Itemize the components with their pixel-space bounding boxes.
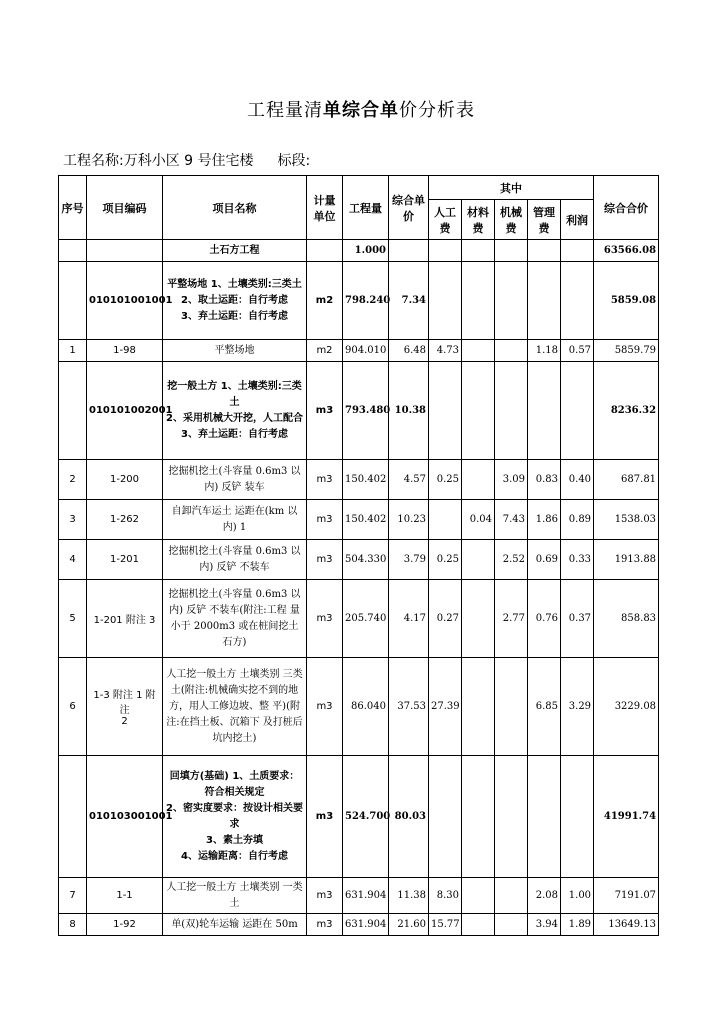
cell-material xyxy=(462,262,495,340)
cell-mgmt xyxy=(528,240,561,262)
cell-code: 1-1 xyxy=(87,878,163,914)
cell-seq xyxy=(59,262,87,340)
cell-unit: m3 xyxy=(307,658,343,756)
cell-total: 41991.74 xyxy=(594,756,659,878)
cell-profit xyxy=(561,240,594,262)
table-row xyxy=(59,362,659,460)
cell-seq: 4 xyxy=(59,540,87,580)
cell-labor: 4.73 xyxy=(429,340,462,362)
table-row xyxy=(59,460,659,500)
table-row xyxy=(59,262,659,340)
cell-qty: 631.904 xyxy=(343,878,389,914)
cell-machine: 7.43 xyxy=(495,500,528,540)
cell-name: 人工挖一般土方 土壤类别 三类土(附注:机械确实挖不到的地方，用人工修边坡、整 平)(附注:在挡土板、沉箱下 及打桩后坑内挖土) xyxy=(163,658,307,756)
cell-code: 010101001001 xyxy=(87,262,163,340)
cell-qty: 904.010 xyxy=(343,340,389,362)
cell-profit xyxy=(561,756,594,878)
cell-labor: 8.30 xyxy=(429,878,462,914)
cell-unit: m3 xyxy=(307,540,343,580)
cell-material xyxy=(462,878,495,914)
cell-mgmt: 0.69 xyxy=(528,540,561,580)
cell-labor xyxy=(429,262,462,340)
cell-total: 858.83 xyxy=(594,580,659,658)
project-name: 工程名称:万科小区 9 号住宅楼 xyxy=(63,153,254,169)
cell-price: 37.53 xyxy=(389,658,429,756)
cell-seq: 2 xyxy=(59,460,87,500)
cell-mgmt: 1.86 xyxy=(528,500,561,540)
cell-name: 平整场地 1、土壤类别:三类土 2、取土运距：自行考虑 3、弃土运距：自行考虑 xyxy=(163,262,307,340)
cell-name: 回填方(基础) 1、土质要求：符合相关规定 2、密实度要求：按设计相关要求 3、素土夯填 4、运输距离：自行考虑 xyxy=(163,756,307,878)
cell-qty: 793.480 xyxy=(343,362,389,460)
cell-material xyxy=(462,580,495,658)
cell-material xyxy=(462,340,495,362)
cell-code: 1-201 xyxy=(87,540,163,580)
cell-machine xyxy=(495,914,528,936)
cell-total: 7191.07 xyxy=(594,878,659,914)
header-name: 项目名称 xyxy=(163,176,307,240)
cell-code: 1-3 附注 1 附注 2 xyxy=(87,658,163,756)
cell-price: 80.03 xyxy=(389,756,429,878)
cell-labor xyxy=(429,500,462,540)
cell-mgmt: 1.18 xyxy=(528,340,561,362)
analysis-table xyxy=(58,175,659,936)
cell-unit: m3 xyxy=(307,460,343,500)
cell-labor: 27.39 xyxy=(429,658,462,756)
cell-price: 10.23 xyxy=(389,500,429,540)
cell-price xyxy=(389,240,429,262)
cell-machine xyxy=(495,878,528,914)
cell-code: 010101002001 xyxy=(87,362,163,460)
section-label: 标段: xyxy=(277,153,311,169)
cell-name: 土石方工程 xyxy=(163,240,307,262)
cell-qty: 150.402 xyxy=(343,500,389,540)
cell-mgmt xyxy=(528,756,561,878)
cell-total: 1538.03 xyxy=(594,500,659,540)
project-meta xyxy=(63,150,310,170)
cell-machine: 2.52 xyxy=(495,540,528,580)
cell-price: 3.79 xyxy=(389,540,429,580)
cell-price: 6.48 xyxy=(389,340,429,362)
cell-profit: 3.29 xyxy=(561,658,594,756)
cell-total: 8236.32 xyxy=(594,362,659,460)
cell-price: 11.38 xyxy=(389,878,429,914)
cell-qty: 205.740 xyxy=(343,580,389,658)
cell-name: 挖掘机挖土(斗容量 0.6m3 以 内) 反铲 不装车 xyxy=(163,540,307,580)
cell-qty: 150.402 xyxy=(343,460,389,500)
cell-price: 7.34 xyxy=(389,262,429,340)
cell-qty: 631.904 xyxy=(343,914,389,936)
cell-mgmt: 2.08 xyxy=(528,878,561,914)
table-row xyxy=(59,540,659,580)
cell-profit: 1.89 xyxy=(561,914,594,936)
cell-mgmt xyxy=(528,362,561,460)
cell-material xyxy=(462,756,495,878)
cell-unit xyxy=(307,240,343,262)
cell-profit: 0.37 xyxy=(561,580,594,658)
cell-profit xyxy=(561,362,594,460)
header-unit: 计量单位 xyxy=(307,176,343,240)
cell-labor xyxy=(429,756,462,878)
table-row xyxy=(59,878,659,914)
header-price: 综合单价 xyxy=(389,176,429,240)
cell-code: 1-98 xyxy=(87,340,163,362)
cell-seq xyxy=(59,756,87,878)
cell-machine xyxy=(495,340,528,362)
title-bold: 单综合单 xyxy=(323,100,399,121)
header-machine: 机械费 xyxy=(495,200,528,240)
table-row xyxy=(59,658,659,756)
cell-code: 010103001001 xyxy=(87,756,163,878)
cell-qty: 798.240 xyxy=(343,262,389,340)
cell-total: 5859.79 xyxy=(594,340,659,362)
cell-unit: m2 xyxy=(307,340,343,362)
cell-qty: 504.330 xyxy=(343,540,389,580)
cell-profit xyxy=(561,262,594,340)
title-post: 价分析表 xyxy=(399,100,475,121)
cell-unit: m2 xyxy=(307,262,343,340)
page-title xyxy=(0,96,722,122)
cell-name: 挖掘机挖土(斗容量 0.6m3 以 内) 反铲 不装车(附注:工程 量小于 2000m3 或在桩间挖土 石方) xyxy=(163,580,307,658)
cell-profit: 0.89 xyxy=(561,500,594,540)
cell-total: 5859.08 xyxy=(594,262,659,340)
header-mgmt: 管理费 xyxy=(528,200,561,240)
table-row xyxy=(59,914,659,936)
header-profit: 利润 xyxy=(561,200,594,240)
cell-mgmt: 3.94 xyxy=(528,914,561,936)
cell-labor: 0.27 xyxy=(429,580,462,658)
cell-labor xyxy=(429,240,462,262)
cell-seq: 8 xyxy=(59,914,87,936)
cell-price: 10.38 xyxy=(389,362,429,460)
cell-mgmt: 0.83 xyxy=(528,460,561,500)
cell-code: 1-201 附注 3 xyxy=(87,580,163,658)
cell-material xyxy=(462,658,495,756)
cell-mgmt: 6.85 xyxy=(528,658,561,756)
cell-name: 单(双)轮车运输 运距在 50m xyxy=(163,914,307,936)
cell-name: 人工挖一般土方 土壤类别 一类土 xyxy=(163,878,307,914)
table-row xyxy=(59,580,659,658)
cell-machine xyxy=(495,756,528,878)
cell-unit: m3 xyxy=(307,914,343,936)
cell-code: 1-262 xyxy=(87,500,163,540)
header-code: 项目编码 xyxy=(87,176,163,240)
cell-machine: 2.77 xyxy=(495,580,528,658)
header-labor: 人工费 xyxy=(429,200,462,240)
cell-total: 13649.13 xyxy=(594,914,659,936)
cell-total: 3229.08 xyxy=(594,658,659,756)
header-total: 综合合价 xyxy=(594,176,659,240)
cell-name: 自卸汽车运土 运距在(km 以 内) 1 xyxy=(163,500,307,540)
cell-unit: m3 xyxy=(307,500,343,540)
table-body xyxy=(59,240,659,936)
cell-mgmt xyxy=(528,262,561,340)
cell-code: 1-92 xyxy=(87,914,163,936)
cell-profit: 0.40 xyxy=(561,460,594,500)
cell-price: 21.60 xyxy=(389,914,429,936)
cell-seq: 3 xyxy=(59,500,87,540)
table-row xyxy=(59,240,659,262)
cell-seq: 7 xyxy=(59,878,87,914)
cell-code: 1-200 xyxy=(87,460,163,500)
cell-seq xyxy=(59,240,87,262)
cell-machine: 3.09 xyxy=(495,460,528,500)
cell-total: 687.81 xyxy=(594,460,659,500)
cell-material xyxy=(462,914,495,936)
header-seq: 序号 xyxy=(59,176,87,240)
header-group: 其中 xyxy=(429,176,594,200)
title-pre: 工程量清 xyxy=(247,100,323,121)
cell-material xyxy=(462,240,495,262)
header-qty: 工程量 xyxy=(343,176,389,240)
header-material: 材料费 xyxy=(462,200,495,240)
cell-name: 平整场地 xyxy=(163,340,307,362)
cell-qty: 1.000 xyxy=(343,240,389,262)
cell-qty: 86.040 xyxy=(343,658,389,756)
table-row xyxy=(59,500,659,540)
cell-material xyxy=(462,460,495,500)
cell-material xyxy=(462,540,495,580)
table-row xyxy=(59,340,659,362)
cell-machine xyxy=(495,262,528,340)
table-row xyxy=(59,756,659,878)
cell-total: 63566.08 xyxy=(594,240,659,262)
cell-seq: 1 xyxy=(59,340,87,362)
cell-code xyxy=(87,240,163,262)
cell-mgmt: 0.76 xyxy=(528,580,561,658)
cell-labor xyxy=(429,362,462,460)
cell-name: 挖一般土方 1、土壤类别:三类土 2、采用机械大开挖，人工配合 3、弃土运距：自行考虑 xyxy=(163,362,307,460)
cell-seq xyxy=(59,362,87,460)
cell-price: 4.17 xyxy=(389,580,429,658)
cell-labor: 15.77 xyxy=(429,914,462,936)
cell-unit: m3 xyxy=(307,878,343,914)
cell-machine xyxy=(495,362,528,460)
cell-labor: 0.25 xyxy=(429,540,462,580)
cell-total: 1913.88 xyxy=(594,540,659,580)
cell-profit: 0.33 xyxy=(561,540,594,580)
cell-seq: 6 xyxy=(59,658,87,756)
cell-price: 4.57 xyxy=(389,460,429,500)
cell-machine xyxy=(495,240,528,262)
cell-unit: m3 xyxy=(307,580,343,658)
cell-material xyxy=(462,362,495,460)
cell-profit: 0.57 xyxy=(561,340,594,362)
cell-material: 0.04 xyxy=(462,500,495,540)
cell-seq: 5 xyxy=(59,580,87,658)
cell-unit: m3 xyxy=(307,756,343,878)
cell-profit: 1.00 xyxy=(561,878,594,914)
cell-name: 挖掘机挖土(斗容量 0.6m3 以 内) 反铲 装车 xyxy=(163,460,307,500)
cell-machine xyxy=(495,658,528,756)
cell-unit: m3 xyxy=(307,362,343,460)
cell-labor: 0.25 xyxy=(429,460,462,500)
cell-qty: 524.700 xyxy=(343,756,389,878)
